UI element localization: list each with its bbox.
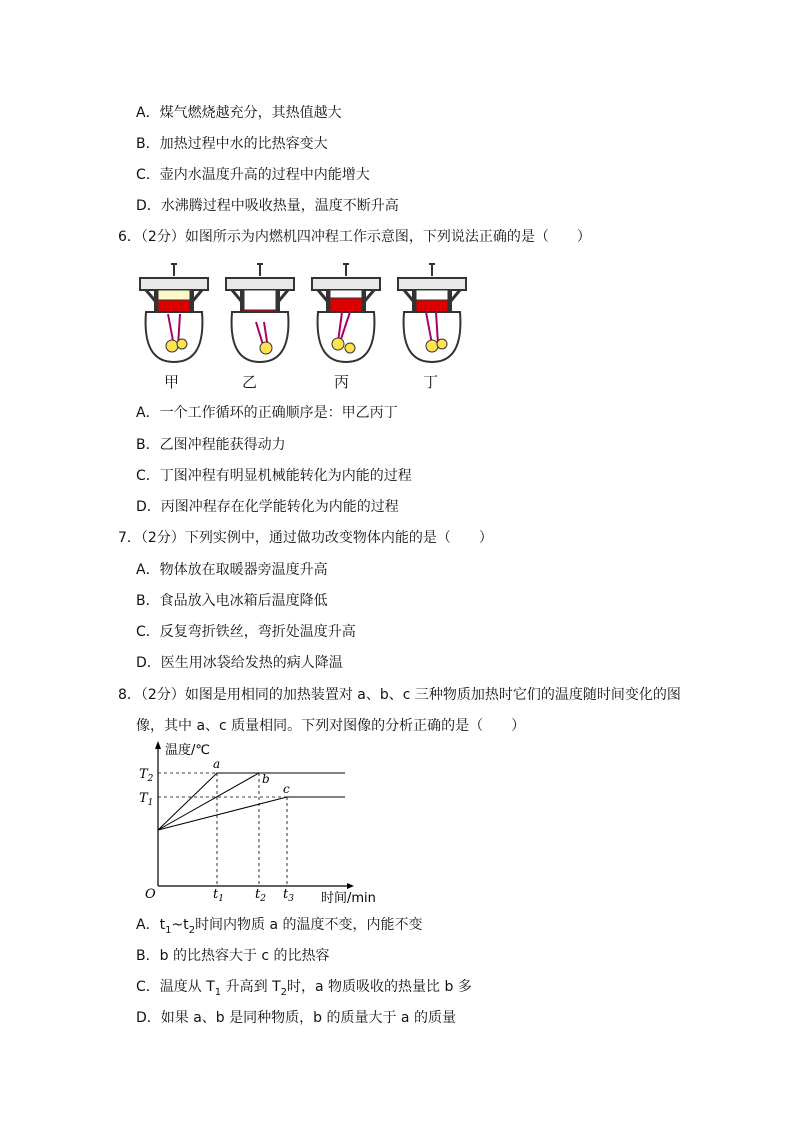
- series-b-label: b: [262, 772, 270, 786]
- engine-diagram-3: [310, 262, 382, 368]
- y-tick-label-T2: $T_2$: [139, 767, 154, 784]
- q6-option-d: D．丙图冲程存在化学能转化为内能的过程: [136, 499, 399, 515]
- engine-label-2: 乙: [242, 373, 258, 391]
- graph-svg: [135, 738, 385, 910]
- q8-option-a: A．$t_1\sim t_2$时间内物质 a 的温度不变，内能不变: [136, 917, 423, 936]
- q7-option-c: C．反复弯折铁丝，弯折处温度升高: [136, 624, 356, 640]
- q5-option-c: C．壶内水温度升高的过程中内能增大: [136, 167, 370, 183]
- x-tick-label-t1: $t_1$: [213, 887, 224, 904]
- series-c-label: c: [283, 782, 290, 796]
- engine-diagram-4: [396, 262, 468, 368]
- series-a-label: a: [213, 757, 221, 771]
- engine-diagram-1: [138, 262, 210, 368]
- q8-option-b: B．b 的比热容大于 c 的比热容: [136, 948, 330, 964]
- q8-option-d: D．如果 a、b 是同种物质，b 的质量大于 a 的质量: [136, 1010, 456, 1026]
- series-c-line: [158, 797, 345, 830]
- q5-option-a: A．煤气燃烧越充分，其热值越大: [136, 105, 342, 121]
- q8-stem-line1: 8．（2分）如图是用相同的加热装置对 a、b、c 三种物质加热时它们的温度随时间变化的图: [118, 687, 681, 703]
- q7-option-a: A．物体放在取暖器旁温度升高: [136, 562, 328, 578]
- q6-option-b: B．乙图冲程能获得动力: [136, 437, 286, 453]
- x-axis-arrow: [347, 883, 354, 889]
- q8-option-c: C．温度从 $T_1$ 升高到 $T_2$时，a 物质吸收的热量比 b 多: [136, 979, 472, 998]
- x-axis-label: 时间/min: [321, 891, 376, 906]
- q6-option-c: C．丁图冲程有明显机械能转化为内能的过程: [136, 468, 412, 484]
- y-axis-arrow: [155, 741, 161, 749]
- q6-option-a: A．一个工作循环的正确顺序是：甲乙丙丁: [136, 405, 398, 421]
- temperature-time-graph: [135, 738, 385, 914]
- engine-label-4: 丁: [423, 373, 439, 391]
- y-axis-label: 温度/℃: [165, 743, 210, 758]
- engine-label-3: 丙: [334, 373, 350, 391]
- q7-stem: 7．（2分）下列实例中，通过做功改变物体内能的是（ ）: [118, 530, 493, 546]
- y-tick-label-T1: $T_1$: [139, 791, 154, 808]
- engine-label-1: 甲: [164, 373, 180, 391]
- engine-diagram-2: [224, 262, 296, 368]
- q6-stem: 6．（2分）如图所示为内燃机四冲程工作示意图，下列说法正确的是（ ）: [118, 229, 591, 245]
- q5-option-b: B．加热过程中水的比热容变大: [136, 136, 328, 152]
- q8-stem-line2: 像，其中 a、c 质量相同。下列对图像的分析正确的是（ ）: [136, 718, 526, 734]
- series-a-line: [158, 773, 345, 830]
- x-tick-label-t3: $t_3$: [283, 887, 294, 904]
- x-tick-label-t2: $t_2$: [255, 887, 266, 904]
- q5-option-d: D．水沸腾过程中吸收热量，温度不断升高: [136, 198, 399, 214]
- q7-option-b: B．食品放入电冰箱后温度降低: [136, 593, 328, 609]
- q7-option-d: D．医生用冰袋给发热的病人降温: [136, 655, 343, 671]
- origin-label: O: [145, 887, 156, 902]
